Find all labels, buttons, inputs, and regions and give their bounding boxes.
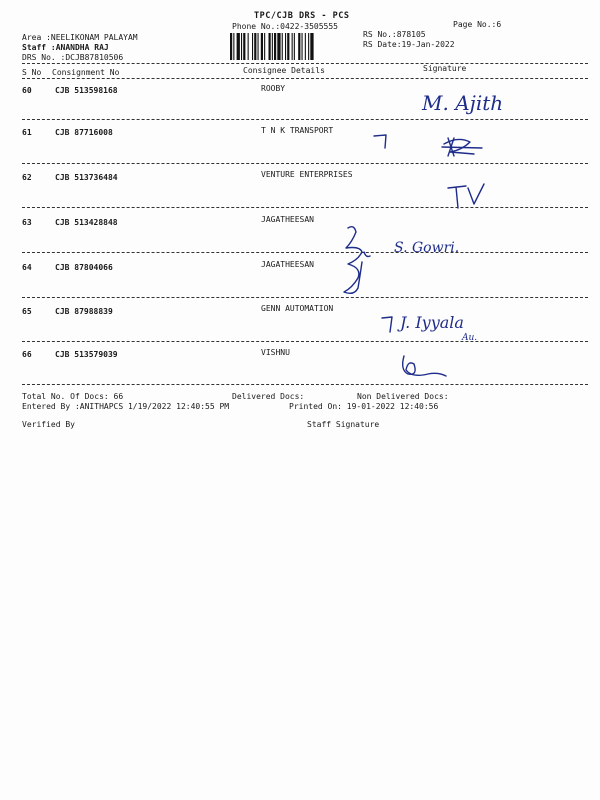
column-sno: S No	[22, 68, 42, 77]
row-divider	[22, 207, 588, 208]
row-consignee: VISHNU	[261, 348, 290, 357]
row-consignee: JAGATHEESAN	[261, 215, 314, 224]
signature-row-60	[420, 86, 530, 120]
signature-row-63-64	[338, 222, 478, 300]
row-consignment: CJB 513598168	[55, 86, 118, 95]
row-consignment: CJB 513428848	[55, 218, 118, 227]
header-top-rule	[22, 63, 588, 64]
row-consignee: GENN AUTOMATION	[261, 304, 334, 313]
svg-text:M. Ajith: M. Ajith	[422, 91, 504, 115]
signature-row-65	[378, 306, 508, 346]
row-sno: 61	[22, 128, 32, 137]
row-consignment: CJB 87716008	[55, 128, 113, 137]
rs-number: RS No.:878105	[363, 30, 426, 39]
staff-name: Staff :ANANDHA RAJ	[22, 43, 109, 52]
entered-by: Entered By :ANITHAPCS 1/19/2022 12:40:55 PM	[22, 402, 230, 411]
row-divider	[22, 163, 588, 164]
printed-on: Printed On: 19-01-2022 12:40:56	[289, 402, 439, 411]
row-consignment: CJB 87988839	[55, 307, 113, 316]
column-consignment: Consignment No	[52, 68, 120, 77]
barcode	[230, 33, 354, 60]
sheet-title: TPC/CJB DRS - PCS	[254, 11, 350, 21]
page-number: Page No.:6	[453, 20, 502, 29]
signature-row-61	[370, 128, 500, 162]
row-sno: 66	[22, 350, 32, 359]
row-sno: 63	[22, 218, 32, 227]
row-consignment: CJB 513736484	[55, 173, 118, 182]
row-sno: 62	[22, 173, 32, 182]
row-divider	[22, 252, 588, 253]
row-sno: 60	[22, 86, 32, 95]
drs-number: DRS No. :DCJB87810506	[22, 53, 124, 62]
phone-number: Phone No.:0422-3505555	[232, 22, 338, 31]
column-signature: Signature	[423, 64, 467, 73]
row-divider	[22, 297, 588, 298]
total-docs: Total No. Of Docs: 66	[22, 392, 124, 401]
verified-by: Verified By	[22, 420, 75, 429]
row-consignee: JAGATHEESAN	[261, 260, 314, 269]
signature-row-66	[398, 350, 458, 384]
svg-text:J. Iyyala: J. Iyyala	[400, 313, 464, 332]
row-consignment: CJB 513579039	[55, 350, 118, 359]
header-bottom-rule	[22, 78, 588, 79]
row-divider	[22, 384, 588, 385]
row-consignee: T N K TRANSPORT	[261, 126, 334, 135]
staff-signature: Staff Signature	[307, 420, 380, 429]
svg-text:Au.: Au.	[462, 333, 478, 343]
delivered-docs: Delivered Docs:	[232, 392, 305, 401]
row-consignee: ROOBY	[261, 84, 286, 93]
rs-date: RS Date:19-Jan-2022	[363, 40, 455, 49]
row-sno: 64	[22, 263, 32, 272]
signature-row-62	[440, 178, 500, 214]
area: Area :NEELIKONAM PALAYAM	[22, 33, 138, 42]
row-consignment: CJB 87804066	[55, 263, 113, 272]
svg-text:S. Gowri.: S. Gowri.	[394, 240, 460, 256]
non-delivered-docs: Non Delivered Docs:	[357, 392, 449, 401]
column-consignee: Consignee Details	[243, 66, 325, 75]
row-sno: 65	[22, 307, 32, 316]
row-consignee: VENTURE ENTERPRISES	[261, 170, 353, 179]
